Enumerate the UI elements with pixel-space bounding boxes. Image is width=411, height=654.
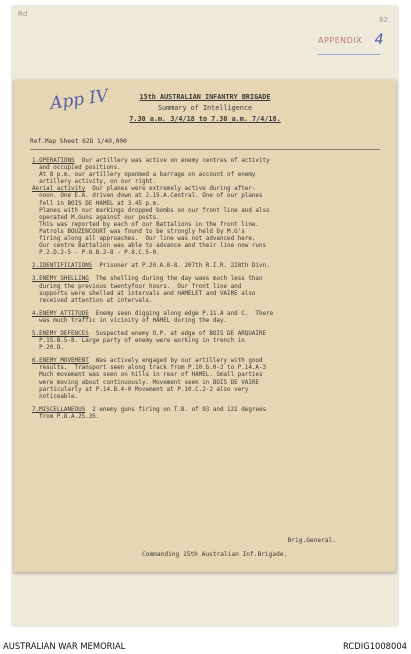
brigade-title: 15th AUSTRALIAN INFANTRY BRIGADE (139, 93, 271, 101)
paragraph-heading: 4.ENEMY ATTITUDE (32, 310, 89, 317)
handwritten-appendix-mark: App IV (48, 86, 110, 114)
archive-id: RCDIG1008004 (343, 641, 407, 651)
signature-title: Commanding 15th Australian Inf.Brigade. (142, 551, 288, 558)
paragraph-enemy-shelling (32, 276, 384, 304)
signature-rank: Brig.General. (287, 537, 336, 544)
paragraph-text: Enemy seen digging along edge P.11.A and C. There was much traffic in vicinity of HAMEL during the day. (39, 310, 274, 324)
corner-note-left: Rd (18, 10, 28, 18)
map-reference: Ref.Map Sheet 62D 1/40,000 (30, 138, 127, 145)
corner-note-right: 62 (379, 16, 388, 24)
paragraph-subheading: Aerial activity (32, 186, 86, 193)
paragraph-heading: 6.ENEMY MOVEMENT (32, 358, 89, 365)
archive-name: AUSTRALIAN WAR MEMORIAL (3, 641, 126, 651)
paragraph-heading: 2.IDENTIFICATIONS (32, 263, 93, 270)
paragraph-text: Our planes were extremely active during after- noon. One E.A. driven down at J.15.A.Central. One of our planes fell in BOIS DE HAMEL at 3.45 p.m. Planes with our markings dropped bombs on our front line and also operated M.Guns against our posts. This was reported by each of our Battalions in the front line. Patrols BOUZENCOURT was found to be strongly held by M.G's firing along all approaches. Our line was not advanced here. Our centre Battalion was able to advance and their line now runs P.2.D.2-5 - P.8.B.2-8 - P.8.C.5-0. (39, 186, 270, 257)
paragraph-enemy-defences (32, 331, 384, 352)
paragraph-enemy-movement (32, 358, 384, 401)
appendix-stamp (318, 32, 384, 55)
paragraph-text: Our artillery was active on enemy centres of activity and occupied positions. At 8 p.m. our artillery openmed a barrage on account of enemy artillery activity, on our right. (39, 158, 270, 186)
report-body (32, 158, 384, 427)
paragraph-enemy-attitude (32, 311, 384, 325)
paragraph-text: Prisoner at P.20.A.0-8. 207th R.I.R. 228th Divn. (92, 263, 270, 270)
paragraph-identifications (32, 263, 384, 270)
divider (30, 149, 380, 150)
paragraph-heading: 3.ENEMY SHELLING (32, 276, 89, 283)
paragraph-operations (32, 158, 384, 257)
paragraph-text: Was actively engaged by our artillery with good results. Transport seen along track from P.10.b.0-2 to P.14.A-3 Much movement was seen on hills in rear of HAMEL. Small parties were moving about continuously. Movement seen in BOIS DE VAIRE particularly at P.14.B.4-0 Movement at P.10.C.2-2 also very noticeable. (39, 358, 267, 400)
intelligence-summary-page (14, 80, 396, 572)
paragraph-text: Suspected enemy O.P. at edge of BOIS DE ARQUAIRE P.15.B.5-8. Large party of enemy were working in trench in P.20.D. (39, 330, 267, 352)
summary-title: Summary of Intelligence (157, 104, 253, 112)
period-line: 7.30 a.m. 3/4/18 to 7.30 a.m. 7/4/18. (129, 115, 281, 123)
appendix-label: APPENDIX (318, 36, 363, 45)
paragraph-heading: 7.MISCELLANEOUS (32, 406, 86, 413)
appendix-number: 4 (374, 32, 384, 48)
paragraph-heading: 1.OPERATIONS (32, 158, 75, 164)
paragraph-heading: 5.ENEMY DEFENCES (32, 330, 89, 337)
document-header (14, 92, 396, 125)
paragraph-text: The shelling during the day waes much less than during the previous twentyfour hours. Our front line and supports were shelled at intervals and HAMELET and VAIRE also received attention at intervals. (39, 276, 263, 304)
paragraph-miscellaneous (32, 407, 384, 421)
paragraph-text: 2 enemy guns firing on T.B. of 93 and 122 degrees from P.8.A.25.35. (39, 406, 267, 420)
